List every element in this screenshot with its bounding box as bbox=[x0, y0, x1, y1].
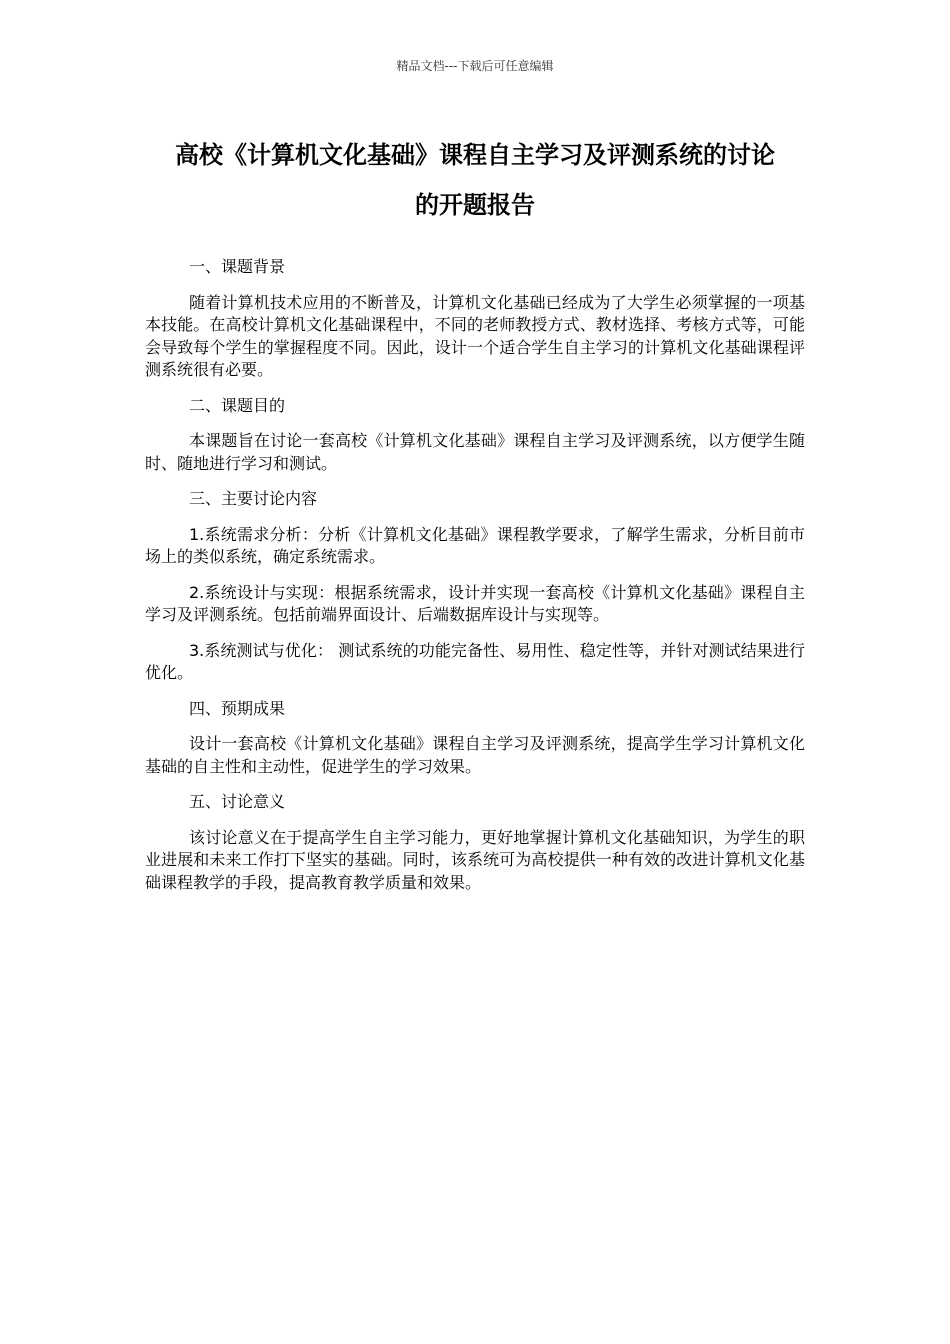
section-heading-background: 一、课题背景 bbox=[189, 257, 286, 276]
section-heading-significance: 五、讨论意义 bbox=[189, 792, 286, 811]
paragraph-content-1: 1.系统需求分析：分析《计算机文化基础》课程教学要求，了解学生需求，分析目前市场上的类似系统，确定系统需求。 bbox=[145, 524, 805, 566]
title-line-2: 的开题报告 bbox=[415, 191, 535, 219]
header-note: 精品文档---下载后可任意编辑 bbox=[396, 59, 554, 73]
paragraph-content-2: 2.系统设计与实现：根据系统需求，设计并实现一套高校《计算机文化基础》课程自主学习及评测系统。包括前端界面设计、后端数据库设计与实现等。 bbox=[145, 582, 805, 624]
paragraph-outcomes: 设计一套高校《计算机文化基础》课程自主学习及评测系统，提高学生学习计算机文化基础的自主性和主动性，促进学生的学习效果。 bbox=[145, 734, 805, 776]
title-line-1: 高校《计算机文化基础》课程自主学习及评测系统的讨论 bbox=[175, 141, 775, 169]
document-body bbox=[145, 256, 805, 907]
document-title bbox=[145, 130, 805, 230]
section-heading-content: 三、主要讨论内容 bbox=[189, 489, 318, 508]
section-heading-outcomes: 四、预期成果 bbox=[189, 698, 286, 718]
paragraph-content-3: 3.系统测试与优化： 测试系统的功能完备性、易用性、稳定性等，并针对测试结果进行优化。 bbox=[145, 640, 805, 682]
paragraph-significance: 该讨论意义在于提高学生自主学习能力，更好地掌握计算机文化基础知识，为学生的职业进展和未来工作打下坚实的基础。同时，该系统可为高校提供一种有效的改进计算机文化基础课程教学的手段，提高教育教学质量和效果。 bbox=[145, 827, 805, 892]
paragraph-background: 随着计算机技术应用的不断普及，计算机文化基础已经成为了大学生必须掌握的一项基本技能。在高校计算机文化基础课程中，不同的老师教授方式、教材选择、考核方式等，可能会导致每个学生的掌握程度不同。因此，设计一个适合学生自主学习的计算机文化基础课程评测系统很有必要。 bbox=[145, 292, 805, 379]
section-heading-purpose: 二、课题目的 bbox=[189, 395, 286, 415]
paragraph-purpose: 本课题旨在讨论一套高校《计算机文化基础》课程自主学习及评测系统，以方便学生随时、随地进行学习和测试。 bbox=[145, 431, 805, 473]
